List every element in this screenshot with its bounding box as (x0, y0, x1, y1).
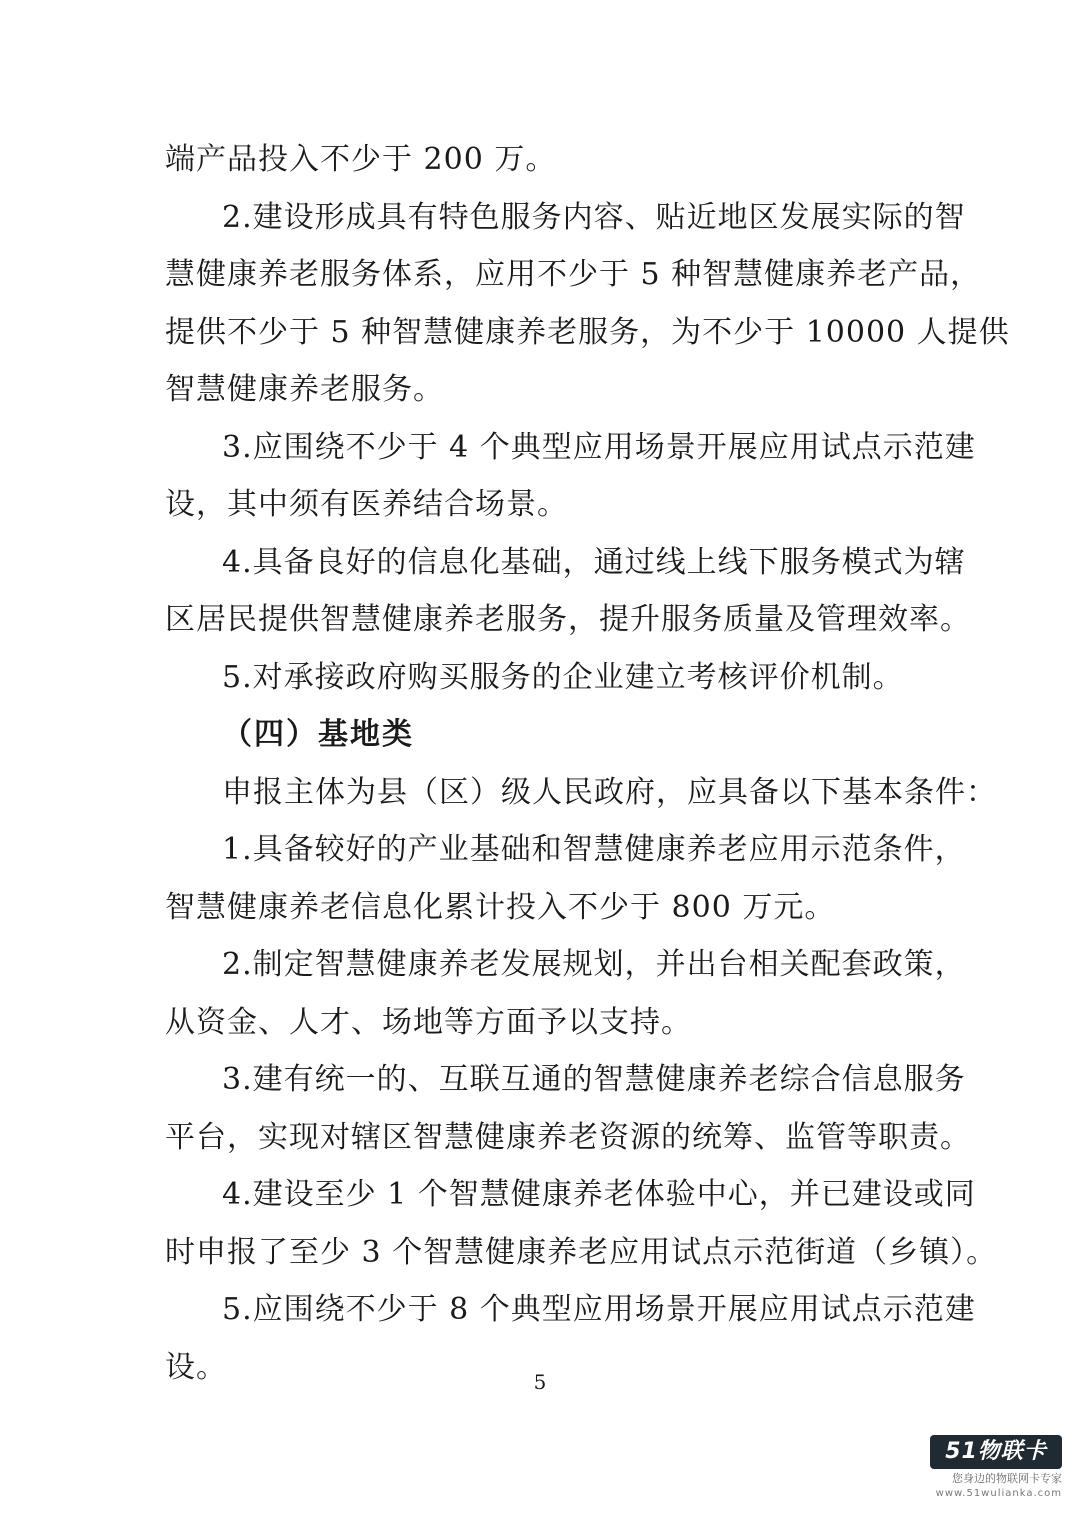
paragraph-line: 慧健康养老服务体系，应用不少于 5 种智慧健康养老产品， (165, 257, 982, 292)
watermark-slogan: 您身边的物联网卡专家 (952, 1472, 1062, 1485)
paragraph-line: 5.对承接政府购买服务的企业建立考核评价机制。 (222, 660, 904, 695)
paragraph-line: 3.应围绕不少于 4 个典型应用场景开展应用试点示范建 (222, 430, 976, 465)
paragraph-line: 时申报了至少 3 个智慧健康养老应用试点示范街道（乡镇）。 (165, 1235, 998, 1270)
paragraph-line: 设，其中须有医养结合场景。 (165, 487, 568, 522)
watermark-logo (922, 1435, 1062, 1505)
paragraph-line: 2.制定智慧健康养老发展规划，并出台相关配套政策， (222, 947, 966, 982)
paragraph-line: 设。 (165, 1350, 227, 1385)
paragraph-line: 3.建有统一的、互联互通的智慧健康养老综合信息服务 (222, 1062, 966, 1097)
paragraph-line: 2.建设形成具有特色服务内容、贴近地区发展实际的智 (222, 200, 966, 235)
paragraph-line: 提供不少于 5 种智慧健康养老服务，为不少于 10000 人提供 (165, 315, 1010, 350)
section-heading: （四）基地类 (222, 717, 414, 752)
watermark-url: www.51wulianka.com (935, 1488, 1062, 1499)
paragraph-line: 端产品投入不少于 200 万。 (165, 142, 557, 177)
paragraph-line: 区居民提供智慧健康养老服务，提升服务质量及管理效率。 (165, 602, 971, 637)
paragraph-line: 1.具备较好的产业基础和智慧健康养老应用示范条件， (222, 832, 966, 867)
paragraph-line: 申报主体为县（区）级人民政府，应具备以下基本条件： (222, 775, 997, 810)
paragraph-line: 5.应围绕不少于 8 个典型应用场景开展应用试点示范建 (222, 1292, 976, 1327)
paragraph-line: 平台，实现对辖区智慧健康养老资源的统筹、监管等职责。 (165, 1120, 971, 1155)
watermark-brand: 51物联卡 (930, 1435, 1062, 1469)
paragraph-line: 从资金、人才、场地等方面予以支持。 (165, 1005, 692, 1040)
paragraph-line: 智慧健康养老服务。 (165, 372, 444, 407)
page-number: 5 (533, 1370, 547, 1394)
paragraph-line: 4.建设至少 1 个智慧健康养老体验中心，并已建设或同 (222, 1177, 976, 1212)
paragraph-line: 4.具备良好的信息化基础，通过线上线下服务模式为辖 (222, 545, 966, 580)
paragraph-line: 智慧健康养老信息化累计投入不少于 800 万元。 (165, 890, 836, 925)
